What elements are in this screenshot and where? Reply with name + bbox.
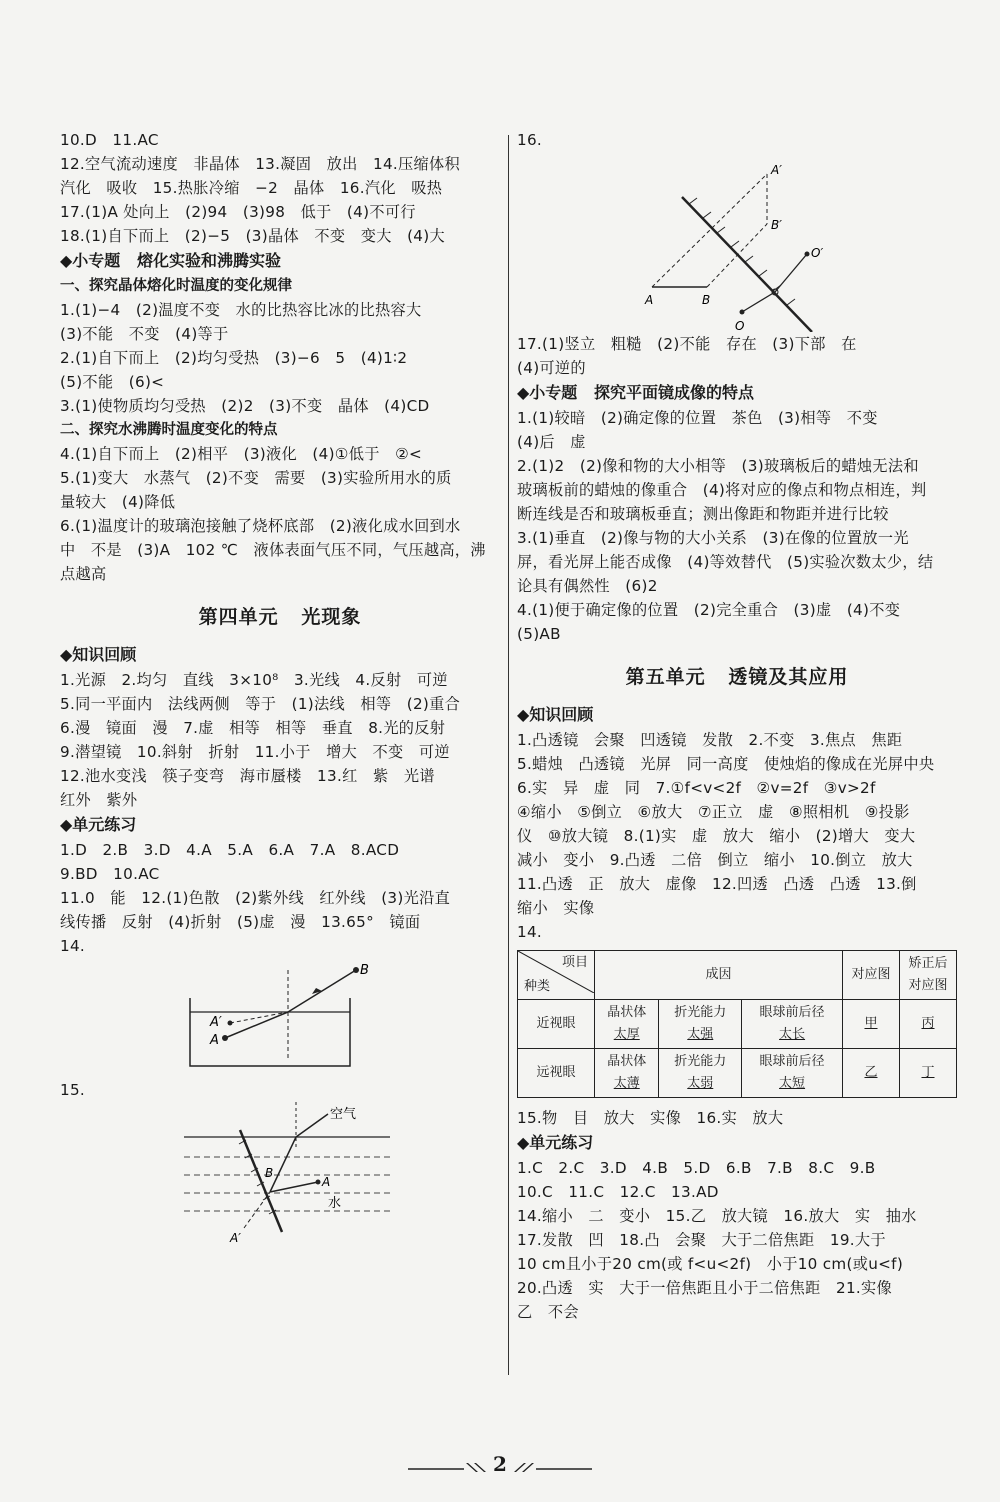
eye-defect-table bbox=[517, 950, 957, 1098]
answer-line: (5)AB bbox=[517, 625, 561, 643]
cause-answer: 太长 bbox=[779, 1027, 806, 1042]
ray-o1 bbox=[775, 254, 807, 292]
cause-answer: 太强 bbox=[687, 1027, 714, 1042]
row-kind: 远视眼 bbox=[518, 1049, 595, 1098]
answer-line: 6.(1)温度计的玻璃泡接触了烧杯底部 (2)液化成水回到水 bbox=[60, 517, 461, 535]
left-column bbox=[60, 128, 500, 1252]
answer-line: 10.D 11.AC bbox=[60, 131, 159, 149]
unit5-title: 第五单元 透镜及其应用 bbox=[625, 666, 849, 688]
answer-line: 5.蜡烛 凸透镜 光屏 同一高度 使烛焰的像成在光屏中央 bbox=[517, 755, 935, 773]
question-number: 14. bbox=[517, 923, 543, 941]
answer-line: 屏，看光屏上能否成像 (4)等效替代 (5)实验次数太少，结 bbox=[517, 553, 934, 571]
answer-line: 仪 ⑩放大镜 8.(1)实 虚 放大 缩小 (2)增大 变大 bbox=[517, 827, 916, 845]
cause-cell bbox=[595, 1000, 659, 1049]
point-a bbox=[222, 1035, 228, 1041]
answer-line: 1.D 2.B 3.D 4.A 5.A 6.A 7.A 8.ACD bbox=[60, 841, 400, 859]
label-air: 空气 bbox=[330, 1107, 357, 1122]
answer-line: 5.(1)变大 水蒸气 (2)不变 需要 (3)实验所用水的质 bbox=[60, 469, 452, 487]
label-o-image: O′ bbox=[811, 246, 824, 260]
answer-line: 玻璃板前的蜡烛的像重合 (4)将对应的像点和物点相连，判 bbox=[517, 481, 927, 499]
answer-line: 9.BD 10.AC bbox=[60, 865, 160, 883]
mirror-hatch bbox=[759, 270, 767, 276]
label-b: B bbox=[702, 293, 711, 307]
cause-label: 晶状体 bbox=[607, 1054, 647, 1069]
subheading-boiling: 二、探究水沸腾时温度变化的特点 bbox=[60, 422, 278, 438]
cause-label: 折光能力 bbox=[674, 1005, 727, 1020]
answer-line: 量较大 (4)降低 bbox=[60, 493, 176, 511]
point-a bbox=[316, 1180, 321, 1185]
point-b bbox=[353, 967, 359, 973]
label-b-image: B′ bbox=[771, 218, 782, 232]
answer-line: 11.凸透 正 放大 虚像 12.凹透 凸透 凸透 13.倒 bbox=[517, 875, 917, 893]
answer-line: 4.(1)自下而上 (2)相平 (3)液化 (4)①低于 ②< bbox=[60, 445, 423, 463]
cause-label: 晶状体 bbox=[607, 1005, 647, 1020]
column-divider bbox=[508, 135, 509, 1375]
label-a-image: A′ bbox=[230, 1231, 241, 1245]
cause-label: 折光能力 bbox=[674, 1054, 727, 1069]
ray-o bbox=[742, 292, 775, 312]
topic-heading-mirror: ◆小专题 探究平面镜成像的特点 bbox=[517, 383, 755, 402]
answer-line: 12.空气流动速度 非晶体 13.凝固 放出 14.压缩体积 bbox=[60, 155, 460, 173]
label-a: A bbox=[322, 1175, 331, 1189]
cause-label: 眼球前后径 bbox=[759, 1005, 825, 1020]
label-a-image: A′ bbox=[210, 1015, 222, 1030]
figure-cell: 甲 bbox=[843, 1000, 900, 1049]
figure-cell: 乙 bbox=[843, 1049, 900, 1098]
figure-refraction-container bbox=[60, 958, 500, 1078]
header-figure: 对应图 bbox=[843, 951, 900, 1000]
answer-line: 中 不是 (3)A 102 ℃ 液体表面气压不同，气压越高，沸 bbox=[60, 541, 486, 559]
practice-heading: ◆单元练习 bbox=[60, 815, 137, 834]
table-header-row bbox=[518, 951, 957, 1000]
page-footer bbox=[0, 1452, 1000, 1476]
answer-line: (4)可逆的 bbox=[517, 359, 586, 377]
label-b: B bbox=[265, 1166, 274, 1180]
answer-line: 12.池水变浅 筷子变弯 海市蜃楼 13.红 紫 光谱 bbox=[60, 767, 435, 785]
cause-cell bbox=[659, 1000, 742, 1049]
header-corrected: 矫正后对应图 bbox=[900, 951, 957, 1000]
mirror-hatch bbox=[703, 212, 711, 218]
ray-to-a bbox=[270, 1182, 318, 1192]
ray-air bbox=[296, 1114, 328, 1137]
answer-line: 4.(1)便于确定像的位置 (2)完全重合 (3)虚 (4)不变 bbox=[517, 601, 901, 619]
answer-line: 1.(1)较暗 (2)确定像的位置 茶色 (3)相等 不变 bbox=[517, 409, 878, 427]
label-a: A bbox=[645, 293, 654, 307]
answer-line: 1.凸透镜 会聚 凹透镜 发散 2.不变 3.焦点 焦距 bbox=[517, 731, 903, 749]
point-o bbox=[740, 310, 745, 315]
answer-line: 乙 不会 bbox=[517, 1303, 579, 1321]
cause-answer: 太薄 bbox=[613, 1076, 640, 1091]
label-b: B bbox=[360, 963, 369, 978]
answer-line: 1.光源 2.均匀 直线 3×10⁸ 3.光线 4.反射 可逆 bbox=[60, 671, 448, 689]
answer-line: 2.(1)2 (2)像和物的大小相等 (3)玻璃板后的蜡烛无法和 bbox=[517, 457, 919, 475]
answer-line: 11.0 能 12.(1)色散 (2)紫外线 红外线 (3)光沿直 bbox=[60, 889, 451, 907]
cause-answer: 太厚 bbox=[613, 1027, 640, 1042]
answer-line: 17.(1)A 处向上 (2)94 (3)98 低于 (4)不可行 bbox=[60, 203, 416, 221]
mirror-hatch bbox=[731, 241, 739, 247]
arrow-marker bbox=[312, 988, 322, 994]
table-row bbox=[518, 1000, 957, 1049]
answer-line: 论具有偶然性 (6)2 bbox=[517, 577, 658, 595]
answer-line: 3.(1)使物质均匀受热 (2)2 (3)不变 晶体 (4)CD bbox=[60, 397, 430, 415]
corrected-cell: 丙 bbox=[900, 1000, 957, 1049]
answer-line: 18.(1)自下而上 (2)−5 (3)晶体 不变 变大 (4)大 bbox=[60, 227, 445, 245]
ray-in-water bbox=[225, 1012, 288, 1038]
cause-cell bbox=[742, 1049, 843, 1098]
row-kind: 近视眼 bbox=[518, 1000, 595, 1049]
label-water: 水 bbox=[328, 1196, 342, 1211]
answer-line: 9.潜望镜 10.斜射 折射 11.小于 增大 不变 可逆 bbox=[60, 743, 450, 761]
answer-line: 17.发散 凹 18.凸 会聚 大于二倍焦距 19.大于 bbox=[517, 1231, 886, 1249]
answer-line: 红外 紫外 bbox=[60, 791, 138, 809]
virtual-ray bbox=[244, 1192, 270, 1228]
review-heading: ◆知识回顾 bbox=[60, 645, 137, 664]
answer-line: ④缩小 ⑤倒立 ⑥放大 ⑦正立 虚 ⑧照相机 ⑨投影 bbox=[517, 803, 910, 821]
container-outline bbox=[190, 998, 350, 1066]
point-o1 bbox=[805, 252, 810, 257]
footer-ornament-left bbox=[408, 1460, 488, 1474]
answer-line: 减小 变小 9.凸透 二倍 倒立 缩小 10.倒立 放大 bbox=[517, 851, 913, 869]
cause-cell bbox=[659, 1049, 742, 1098]
cause-cell bbox=[595, 1049, 659, 1098]
guide-a bbox=[652, 174, 767, 287]
answers-block-top bbox=[60, 128, 500, 248]
right-column bbox=[517, 128, 957, 1324]
point-a-image bbox=[228, 1021, 233, 1026]
page-number: 2 bbox=[493, 1452, 507, 1476]
answer-line: 10.C 11.C 12.C 13.AD bbox=[517, 1183, 719, 1201]
footer-ornament-right bbox=[512, 1460, 592, 1474]
answer-line: 6.漫 镜面 漫 7.虚 相等 相等 垂直 8.光的反射 bbox=[60, 719, 446, 737]
answer-line: (5)不能 (6)< bbox=[60, 373, 165, 391]
answer-line: 2.(1)自下而上 (2)均匀受热 (3)−6 5 (4)1∶2 bbox=[60, 349, 408, 367]
mirror-hatch bbox=[787, 299, 795, 305]
mirror-hatch bbox=[717, 227, 725, 233]
corrected-cell: 丁 bbox=[900, 1049, 957, 1098]
mirror-hatch bbox=[689, 198, 697, 204]
answer-line: 缩小 实像 bbox=[517, 899, 595, 917]
cause-answer: 太短 bbox=[779, 1076, 806, 1091]
answer-line: (4)后 虚 bbox=[517, 433, 586, 451]
mirror-hatch bbox=[745, 256, 753, 262]
topic-heading-melting: ◆小专题 熔化实验和沸腾实验 bbox=[60, 251, 282, 270]
header-cause: 成因 bbox=[595, 951, 843, 1000]
answer-line: 5.同一平面内 法线两侧 等于 (1)法线 相等 (2)重合 bbox=[60, 695, 461, 713]
figure-mirror-in-water bbox=[60, 1102, 500, 1252]
unit4-title: 第四单元 光现象 bbox=[198, 606, 362, 628]
answer-line: 1.C 2.C 3.D 4.B 5.D 6.B 7.B 8.C 9.B bbox=[517, 1159, 876, 1177]
answer-line: 断连线是否和玻璃板垂直；测出像距和物距并进行比较 bbox=[517, 505, 889, 523]
answer-line: 1.(1)−4 (2)温度不变 水的比热容比冰的比热容大 bbox=[60, 301, 422, 319]
mirror bbox=[682, 197, 812, 332]
ray-up bbox=[270, 1137, 296, 1192]
answer-line: 汽化 吸收 15.热胀冷缩 −2 晶体 16.汽化 吸热 bbox=[60, 179, 443, 197]
answer-line: 17.(1)竖立 粗糙 (2)不能 存在 (3)下部 在 bbox=[517, 335, 857, 353]
question-number: 16. bbox=[517, 131, 543, 149]
subheading-melting: 一、探究晶体熔化时温度的变化规律 bbox=[60, 278, 292, 294]
question-number: 14. bbox=[60, 937, 86, 955]
answer-line: 点越高 bbox=[60, 565, 107, 583]
label-o: O bbox=[735, 319, 745, 332]
cause-answer: 太弱 bbox=[687, 1076, 714, 1091]
table-row bbox=[518, 1049, 957, 1098]
virtual-ray bbox=[230, 1012, 288, 1023]
answer-line: 10 cm且小于20 cm(或 f<u<2f) 小于10 cm(或u<f) bbox=[517, 1255, 904, 1273]
header-kind: 种类 bbox=[524, 979, 551, 994]
cause-label: 眼球前后径 bbox=[759, 1054, 825, 1069]
answer-line: (3)不能 不变 (4)等于 bbox=[60, 325, 229, 343]
answer-line: 15.物 目 放大 实像 16.实 放大 bbox=[517, 1109, 784, 1127]
figure-plane-mirror bbox=[517, 152, 957, 332]
answer-line: 6.实 异 虚 同 7.①f<v<2f ②v=2f ③v>2f bbox=[517, 779, 876, 797]
cause-cell bbox=[742, 1000, 843, 1049]
table-corner-cell bbox=[518, 951, 595, 1000]
answer-line: 14.缩小 二 变小 15.乙 放大镜 16.放大 实 抽水 bbox=[517, 1207, 917, 1225]
header-item: 项目 bbox=[561, 955, 588, 970]
label-a: A bbox=[210, 1033, 219, 1048]
answer-line: 20.凸透 实 大于一倍焦距且小于二倍焦距 21.实像 bbox=[517, 1279, 893, 1297]
label-a-image: A′ bbox=[771, 163, 782, 177]
practice-heading: ◆单元练习 bbox=[517, 1133, 594, 1152]
review-heading: ◆知识回顾 bbox=[517, 705, 594, 724]
question-number: 15. bbox=[60, 1081, 86, 1099]
answer-line: 线传播 反射 (4)折射 (5)虚 漫 13.65° 镜面 bbox=[60, 913, 421, 931]
answer-line: 3.(1)垂直 (2)像与物的大小关系 (3)在像的位置放一光 bbox=[517, 529, 909, 547]
